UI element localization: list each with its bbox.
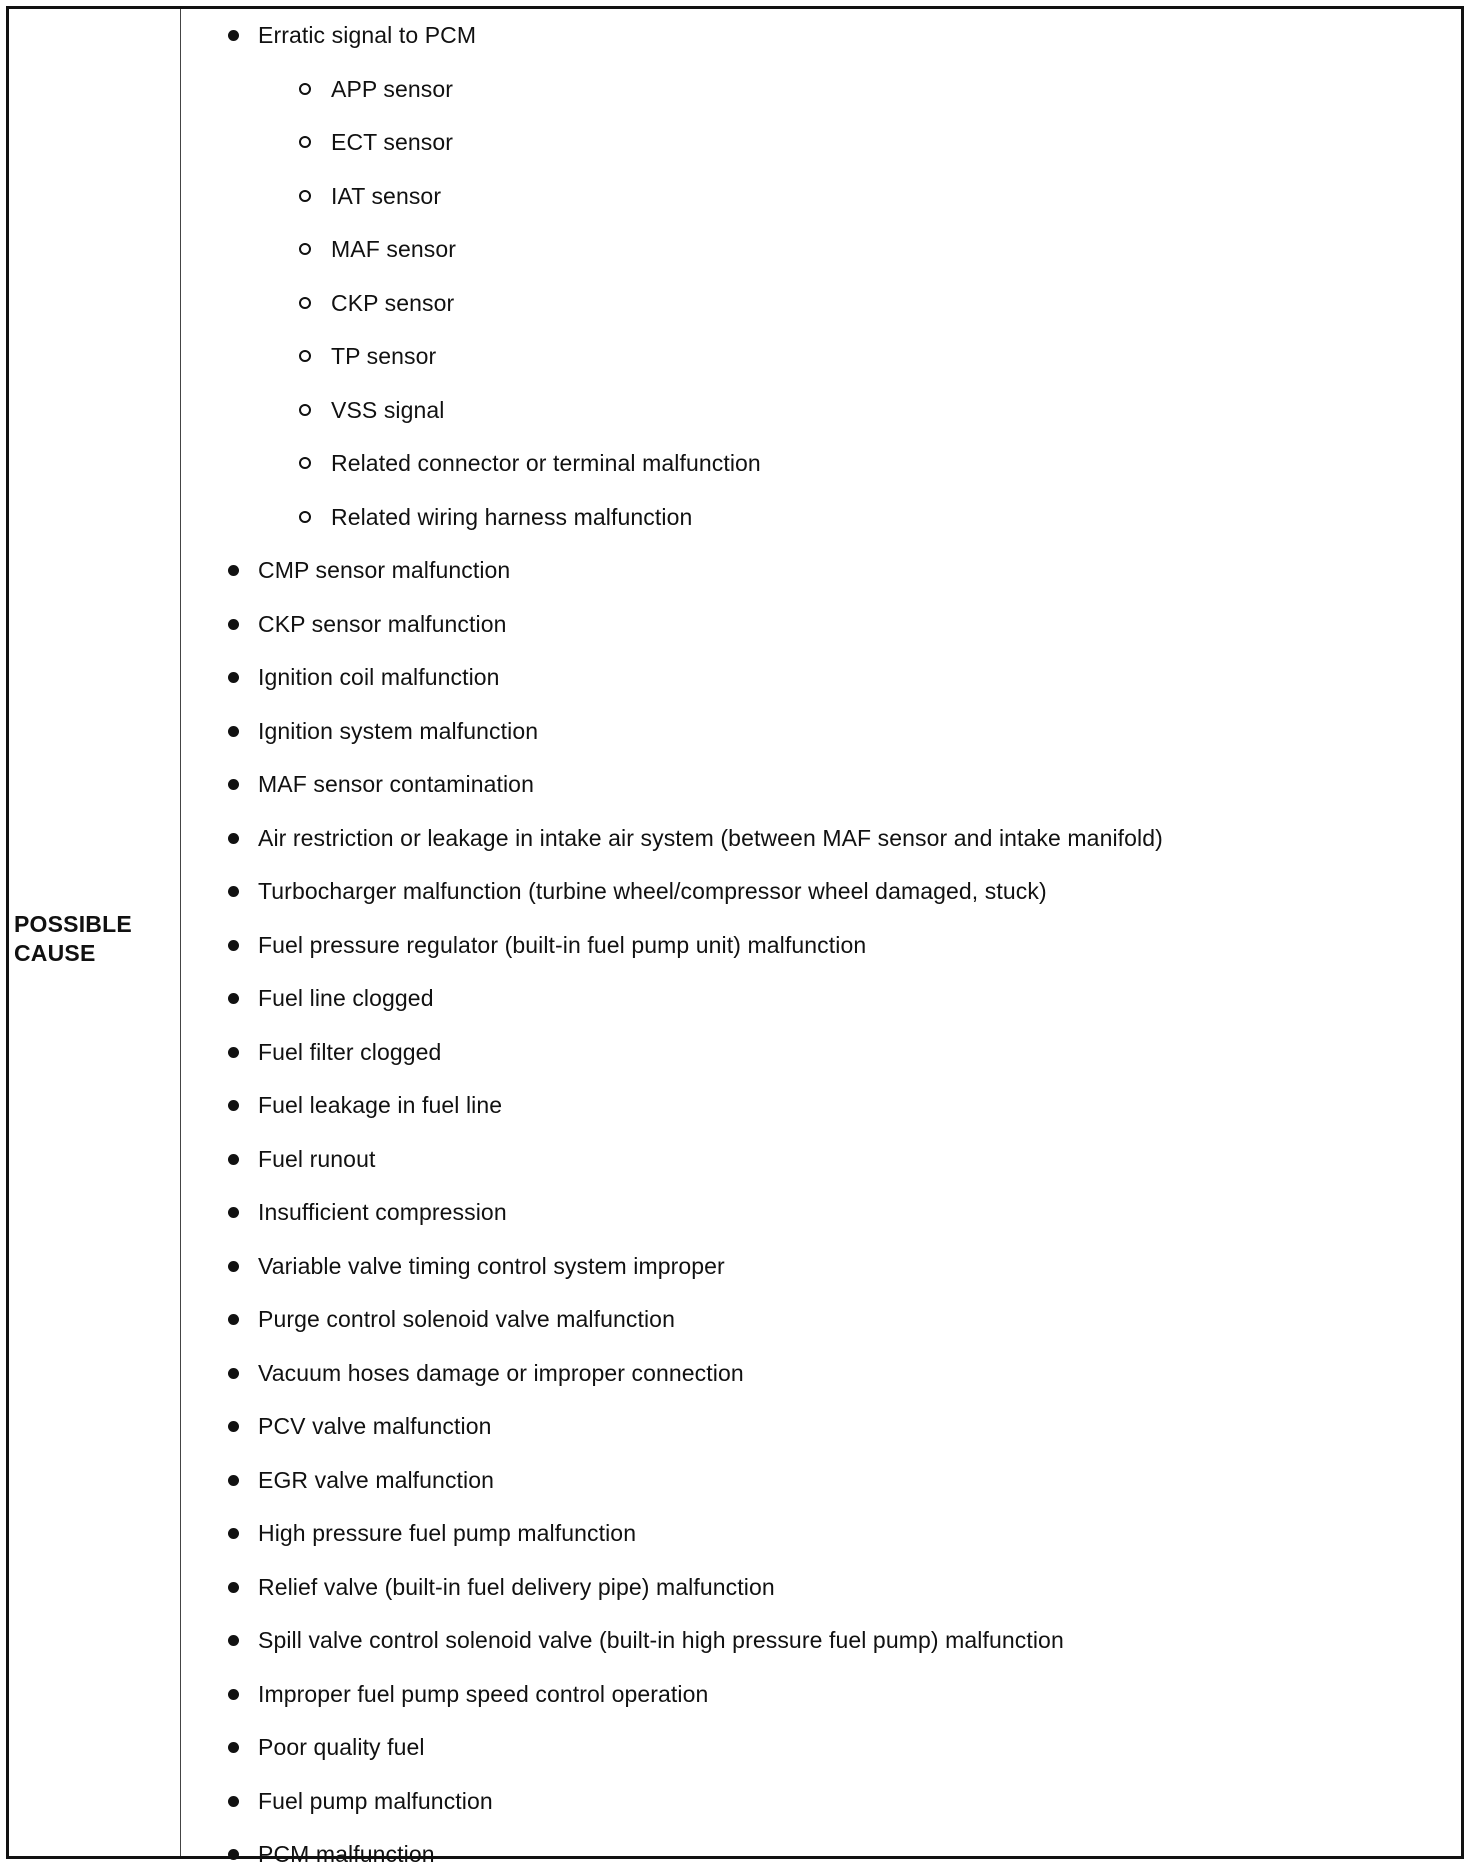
bullet-icon [228, 779, 239, 790]
cause-text: PCV valve malfunction [258, 1413, 492, 1439]
bullet-icon [228, 1635, 239, 1646]
cause-text: Purge control solenoid valve malfunction [258, 1306, 675, 1332]
hollow-bullet-icon [299, 297, 311, 309]
cause-text: Fuel line clogged [258, 985, 434, 1011]
cause-text: CKP sensor [331, 289, 455, 316]
cause-text: CMP sensor malfunction [258, 557, 511, 583]
cause-text: Ignition coil malfunction [258, 664, 500, 690]
cause-text: Fuel pressure regulator (built-in fuel pump unit) malfunction [258, 931, 867, 958]
bullet-icon [228, 1207, 239, 1218]
cause-text: Erratic signal to PCM [258, 22, 477, 48]
cause-text: High pressure fuel pump malfunction [258, 1520, 637, 1546]
bullet-icon [228, 1100, 239, 1111]
bullet-icon [228, 1689, 239, 1700]
bullet-icon [228, 886, 239, 897]
bullet-icon [228, 1742, 239, 1753]
bullet-icon [228, 1047, 239, 1058]
cause-text: MAF sensor contamination [258, 771, 534, 797]
bullet-icon [228, 833, 239, 844]
cause-text: EGR valve malfunction [258, 1466, 495, 1493]
bullet-icon [228, 1796, 239, 1807]
cause-text: Improper fuel pump speed control operation [258, 1680, 709, 1707]
cause-text: CKP sensor malfunction [258, 610, 507, 637]
hollow-bullet-icon [299, 511, 311, 523]
bullet-icon [228, 1314, 239, 1325]
bullet-icon [228, 940, 239, 951]
cause-text: Related wiring harness malfunction [331, 503, 693, 530]
bullet-icon [228, 1368, 239, 1379]
bullet-icon [228, 993, 239, 1004]
bullet-icon [228, 1528, 239, 1539]
cause-text: Vacuum hoses damage or improper connection [258, 1359, 744, 1386]
bullet-icon [228, 30, 239, 41]
cause-text: ECT sensor [331, 129, 454, 155]
cause-text: Variable valve timing control system improper [258, 1252, 725, 1279]
bullet-icon [228, 565, 239, 576]
bullet-icon [228, 726, 239, 737]
cause-text: Spill valve control solenoid valve (built-in high pressure fuel pump) malfunction [258, 1627, 1064, 1653]
hollow-bullet-icon [299, 83, 311, 95]
row-label: POSSIBLE CAUSE [14, 911, 132, 966]
bullet-icon [228, 1421, 239, 1432]
hollow-bullet-icon [299, 190, 311, 202]
cause-text: VSS signal [331, 396, 445, 423]
cause-text: Turbocharger malfunction (turbine wheel/compressor wheel damaged, stuck) [258, 878, 1047, 904]
cause-text: Ignition system malfunction [258, 717, 539, 744]
cause-text: Fuel leakage in fuel line [258, 1092, 503, 1118]
hollow-bullet-icon [299, 457, 311, 469]
hollow-bullet-icon [299, 243, 311, 255]
possible-cause-table [6, 6, 1464, 1867]
cause-text: IAT sensor [331, 182, 442, 209]
cause-text: APP sensor [331, 75, 454, 102]
cause-text: MAF sensor [331, 236, 456, 262]
hollow-bullet-icon [299, 404, 311, 416]
cause-text: Poor quality fuel [258, 1734, 425, 1760]
cause-text: Fuel filter clogged [258, 1038, 442, 1065]
cause-text: PCM malfunction [258, 1841, 435, 1867]
cause-text: TP sensor [331, 343, 437, 369]
cause-text: Air restriction or leakage in intake air system (between MAF sensor and intake manifold) [258, 824, 1163, 851]
bullet-icon [228, 1154, 239, 1165]
bullet-icon [228, 1849, 239, 1860]
cause-text: Insufficient compression [258, 1199, 507, 1225]
hollow-bullet-icon [299, 350, 311, 362]
cause-list [9, 9, 1461, 1867]
bullet-icon [228, 1261, 239, 1272]
bullet-icon [228, 1475, 239, 1486]
hollow-bullet-icon [299, 136, 311, 148]
bullet-icon [228, 619, 239, 630]
cause-text: Relief valve (built-in fuel delivery pipe) malfunction [258, 1573, 775, 1600]
bullet-icon [228, 1582, 239, 1593]
cause-text: Related connector or terminal malfunction [331, 450, 761, 476]
cause-text: Fuel pump malfunction [258, 1787, 493, 1814]
cause-text: Fuel runout [258, 1145, 376, 1172]
bullet-icon [228, 672, 239, 683]
